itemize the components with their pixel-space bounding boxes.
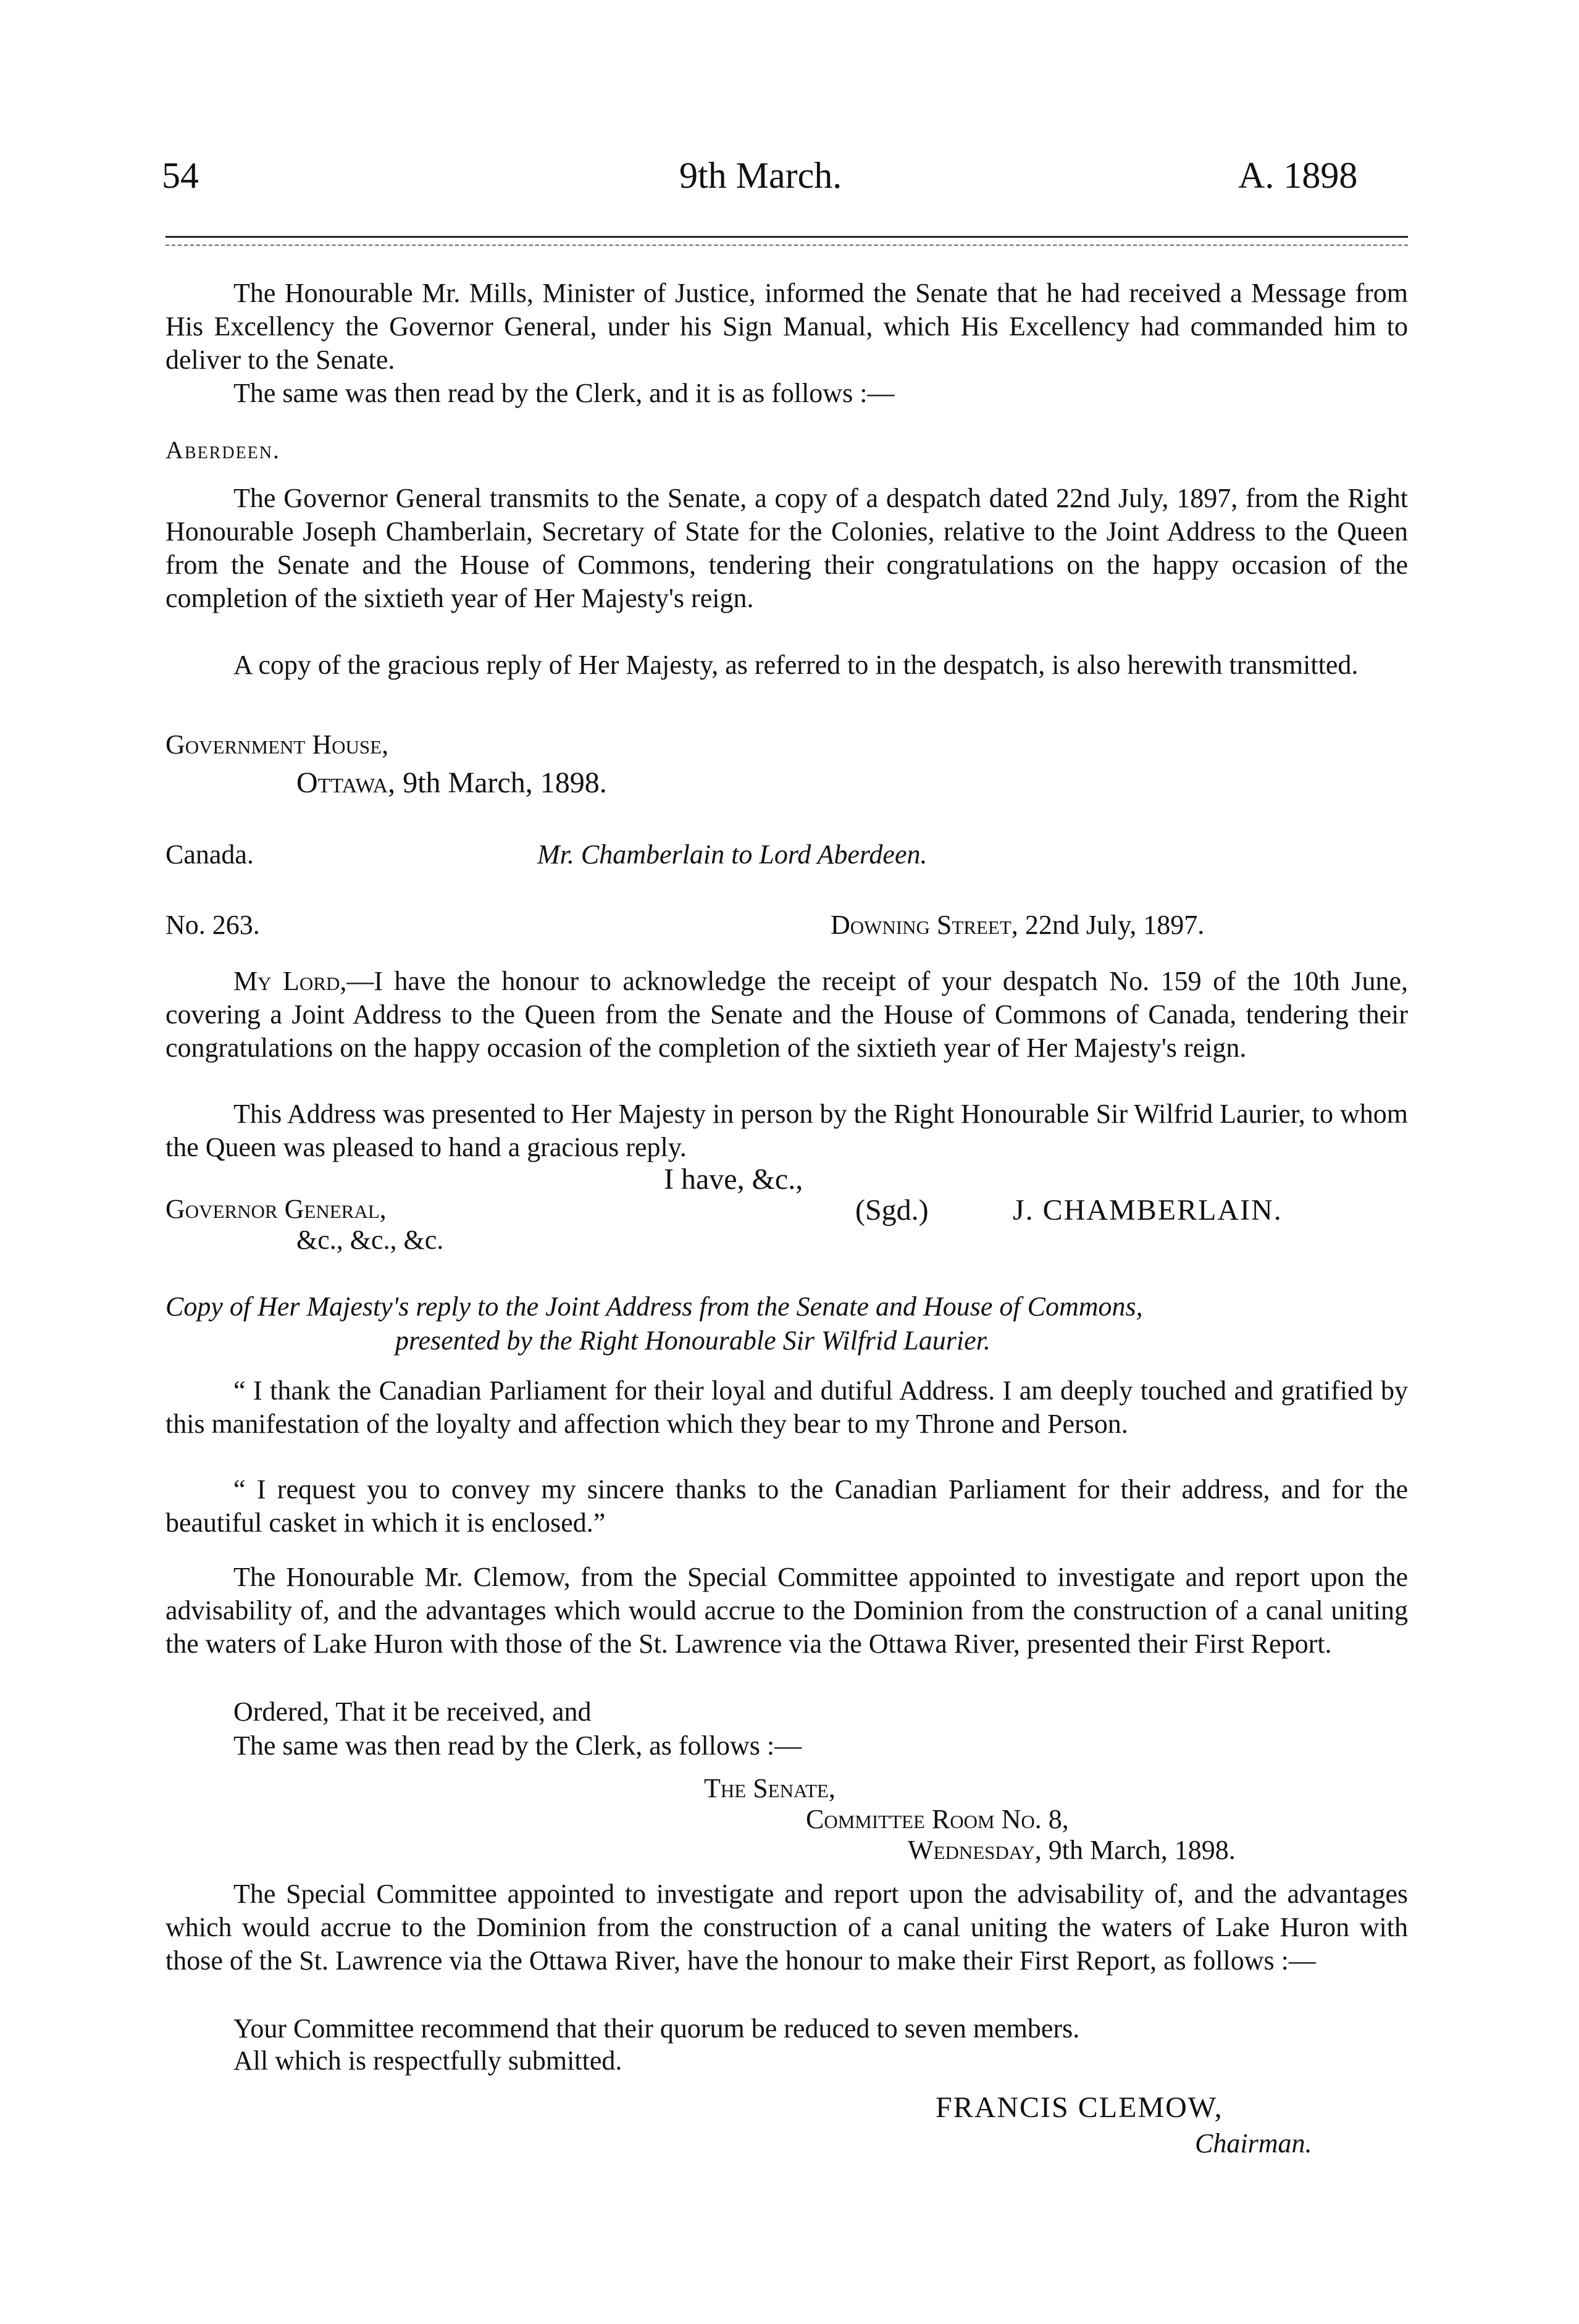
reply-title-line1: Copy of Her Majesty's reply to the Joint Address from the Senate and House of Commons, [165, 1291, 1143, 1322]
place-city: Ottawa, [296, 766, 396, 799]
intro-paragraph: The Honourable Mr. Mills, Minister of Justice, informed the Senate that he had received a Message from His Excellency the Governor General, under his Sign Manual, which His Excellency had commanded him to deliver to the Senate. [165, 278, 1408, 375]
place-date-line [296, 766, 607, 800]
message-paragraph-2: A copy of the gracious reply of Her Majesty, as referred to in the despatch, is also herewith transmitted. [233, 650, 1359, 680]
signer-title: Chairman. [1195, 2128, 1312, 2158]
header-rule [165, 236, 1408, 238]
reply-paragraph-2: “ I request you to convey my sincere thanks to the Canadian Parliament for their address, and for the beautiful casket in which it is enclosed.” [165, 1474, 1408, 1538]
despatch-paragraph [165, 965, 1408, 1065]
signer-chamberlain: J. CHAMBERLAIN. [1013, 1194, 1283, 1227]
message-paragraph: The Governor General transmits to the Senate, a copy of a despatch dated 22nd July, 1897, from the Right Honourable Joseph Chamberlain, Secretary of State for the Colonies, relative to the Joint Address to the Queen from the Senate and the House of Commons, tendering their congratulations on the happy occasion of the completion of the sixtieth year of Her Majesty's reign. [165, 483, 1408, 613]
despatch-street: Downing Street, [831, 910, 1018, 940]
report-paragraph: The Special Committee appointed to investigate and report upon the advisability of, and the advantages which would accrue to the Dominion from the construction of a canal uniting the waters of Lake Huron with those of the St. Lawrence via the Ottawa River, have the honour to make their First Report, as follows :— [165, 1879, 1408, 1976]
header-date: 9th March. [679, 155, 842, 196]
intro-paragraph-2: The same was then read by the Clerk, and it is as follows :— [233, 378, 895, 408]
closing-line: I have, &c., [664, 1163, 803, 1196]
page-number: 54 [162, 155, 199, 196]
reply-paragraph: “ I thank the Canadian Parliament for their loyal and dutiful Address. I am deeply touched and gratified by this manifestation of the loyalty and affection which they bear to my Throne and Person. [165, 1375, 1408, 1439]
committee-read: The same was then read by the Clerk, as follows :— [233, 1730, 802, 1761]
address-committee-room: Committee Room No. 8, [806, 1804, 1069, 1834]
despatch-address-line [831, 909, 1204, 941]
despatch-number: No. 263. [165, 910, 260, 940]
committee-paragraph: The Honourable Mr. Clemow, from the Special Committee appointed to investigate and report upon the advisability of, and the advantages which would accrue to the Dominion from the construction of a canal uniting the waters of Lake Huron with those of the St. Lawrence via the Ottawa River, presented their First Report. [165, 1562, 1408, 1659]
place-line: Government House, [165, 729, 389, 760]
sgd-label: (Sgd.) [855, 1194, 929, 1227]
header-dotted-rule [165, 245, 1408, 246]
reply-title-line2: presented by the Right Honourable Sir Wilfrid Laurier. [395, 1325, 991, 1356]
header-year: A. 1898 [1238, 155, 1358, 196]
recipient: Governor General, [165, 1194, 387, 1224]
despatch-paragraph-2: This Address was presented to Her Majesty in person by the Right Honourable Sir Wilfrid Laurier, to whom the Queen was pleased to hand a gracious reply. [165, 1099, 1408, 1162]
address-date: 9th March, 1898. [1041, 1835, 1236, 1865]
despatch-country: Canada. [165, 839, 254, 870]
despatch-heading: Mr. Chamberlain to Lord Aberdeen. [537, 839, 928, 870]
place-date: 9th March, 1898. [395, 766, 607, 799]
salutation: My Lord, [233, 966, 347, 996]
address-weekday: Wednesday, [908, 1835, 1042, 1865]
despatch-date: 22nd July, 1897. [1018, 910, 1205, 940]
recipient-etc: &c., &c., &c. [296, 1225, 444, 1255]
signature-aberdeen: Aberdeen. [165, 436, 280, 464]
address-senate: The Senate, [704, 1773, 836, 1803]
signer-clemow: FRANCIS CLEMOW, [936, 2091, 1223, 2124]
report-submitted: All which is respectfully submitted. [233, 2045, 622, 2076]
address-date-line [908, 1834, 1236, 1866]
despatch-body: —I have the honour to acknowledge the receipt of your despatch No. 159 of the 10th June, covering a Joint Address to the Queen from the Senate and the House of Commons of Canada, tendering their congratulations on the happy occasion of the completion of the sixtieth year of Her Majesty's reign. [165, 966, 1409, 1063]
report-recommendation: Your Committee recommend that their quorum be reduced to seven members. [233, 2013, 1080, 2044]
committee-ordered: Ordered, That it be received, and [233, 1697, 592, 1727]
